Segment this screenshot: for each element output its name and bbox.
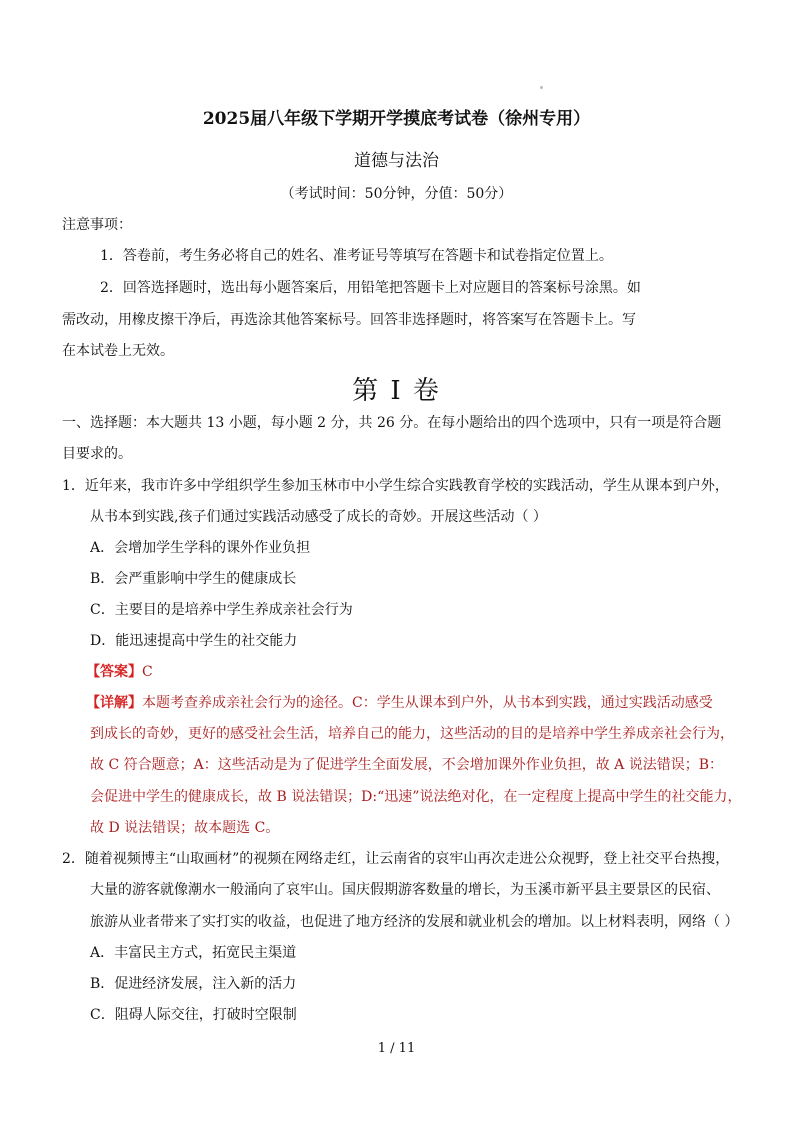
scan-dot <box>540 86 543 89</box>
notice-item-1: 1．答卷前，考生务必将自己的姓名、准考证号等填写在答题卡和试卷指定位置上。 <box>100 248 613 264</box>
notice-heading: 注意事项： <box>62 217 132 233</box>
q1-option-d: D．能迅速提高中学生的社交能力 <box>90 633 298 649</box>
explain-tag: 【详解】 <box>86 695 142 711</box>
q2-option-c: C．阻碍人际交往，打破时空限制 <box>90 1007 297 1023</box>
q1-option-b: B．会严重影响中学生的健康成长 <box>90 571 297 587</box>
subject-title: 道德与法治 <box>354 151 439 171</box>
answer-value: C <box>142 664 153 680</box>
q2-stem-line-3: 旅游从业者带来了实打实的收益，也促进了地方经济的发展和就业机会的增加。以上材料表明，网络（ ） <box>90 914 739 930</box>
exam-title: 2025届八年级下学期开学摸底考试卷（徐州专用） <box>202 109 591 129</box>
q1-explain-line-1 <box>86 694 713 712</box>
notice-item-2-line-1: 2．回答选择题时，选出每小题答案后，用铅笔把答题卡上对应题目的答案标号涂黑。如 <box>100 280 641 296</box>
q1-explain-line-2: 到成长的奇妙，更好的感受社会生活，培养自己的能力，这些活动的目的是培养中学生养成亲社会行为， <box>90 726 734 742</box>
q1-stem-line-1: 1．近年来，我市许多中学组织学生参加玉林市中小学生综合实践教育学校的实践活动，学生从课本到户外， <box>62 478 729 494</box>
instructions-line-1: 一、选择题：本大题共 13 小题，每小题 2 分，共 26 分。在每小题给出的四个选项中，只有一项是符合题 <box>62 415 722 431</box>
exam-info: （考试时间：50分钟，分值：50分） <box>280 186 513 202</box>
q1-explain-line-5: 故 D 说法错误；故本题选 C。 <box>90 820 280 836</box>
q2-option-a: A．丰富民主方式，拓宽民主渠道 <box>90 945 297 961</box>
q2-option-b: B．促进经济发展，注入新的活力 <box>90 976 297 992</box>
q1-stem-line-2: 从书本到实践,孩子们通过实践活动感受了成长的奇妙。开展这些活动（ ） <box>90 509 547 525</box>
q2-stem-line-1: 2．随着视频博主“山取画材”的视频在网络走红，让云南省的哀牢山再次走进公众视野，登上社交平台热搜， <box>62 851 730 867</box>
q1-explain-line-4: 会促进中学生的健康成长，故 B 说法错误；D:“迅速”说法绝对化，在一定程度上提高中学生的社交能力， <box>90 789 742 805</box>
page-number: 1 / 11 <box>377 1041 416 1056</box>
answer-tag: 【答案】 <box>86 664 142 680</box>
explain-text: 本题考查养成亲社会行为的途径。C：学生从课本到户外，从书本到实践，通过实践活动感受 <box>142 695 713 711</box>
q1-option-a: A．会增加学生学科的课外作业负担 <box>90 540 311 556</box>
q1-explain-line-3: 故 C 符合题意；A：这些活动是为了促进学生全面发展，不会增加课外作业负担，故 A 说法错误；B： <box>90 757 724 773</box>
instructions-line-2: 目要求的。 <box>62 446 132 462</box>
q2-stem-line-2: 大量的游客就像潮水一般涌向了哀牢山。国庆假期游客数量的增长，为玉溪市新平县主要景区的民宿、 <box>90 882 720 898</box>
q1-answer <box>86 663 153 681</box>
notice-item-2-line-2: 需改动，用橡皮擦干净后，再选涂其他答案标号。回答非选择题时，将答案写在答题卡上。写 <box>62 312 636 328</box>
section-title: 第 I 卷 <box>352 376 441 406</box>
q1-option-c: C．主要目的是培养中学生养成亲社会行为 <box>90 602 353 618</box>
notice-item-2-line-3: 在本试卷上无效。 <box>62 343 174 359</box>
